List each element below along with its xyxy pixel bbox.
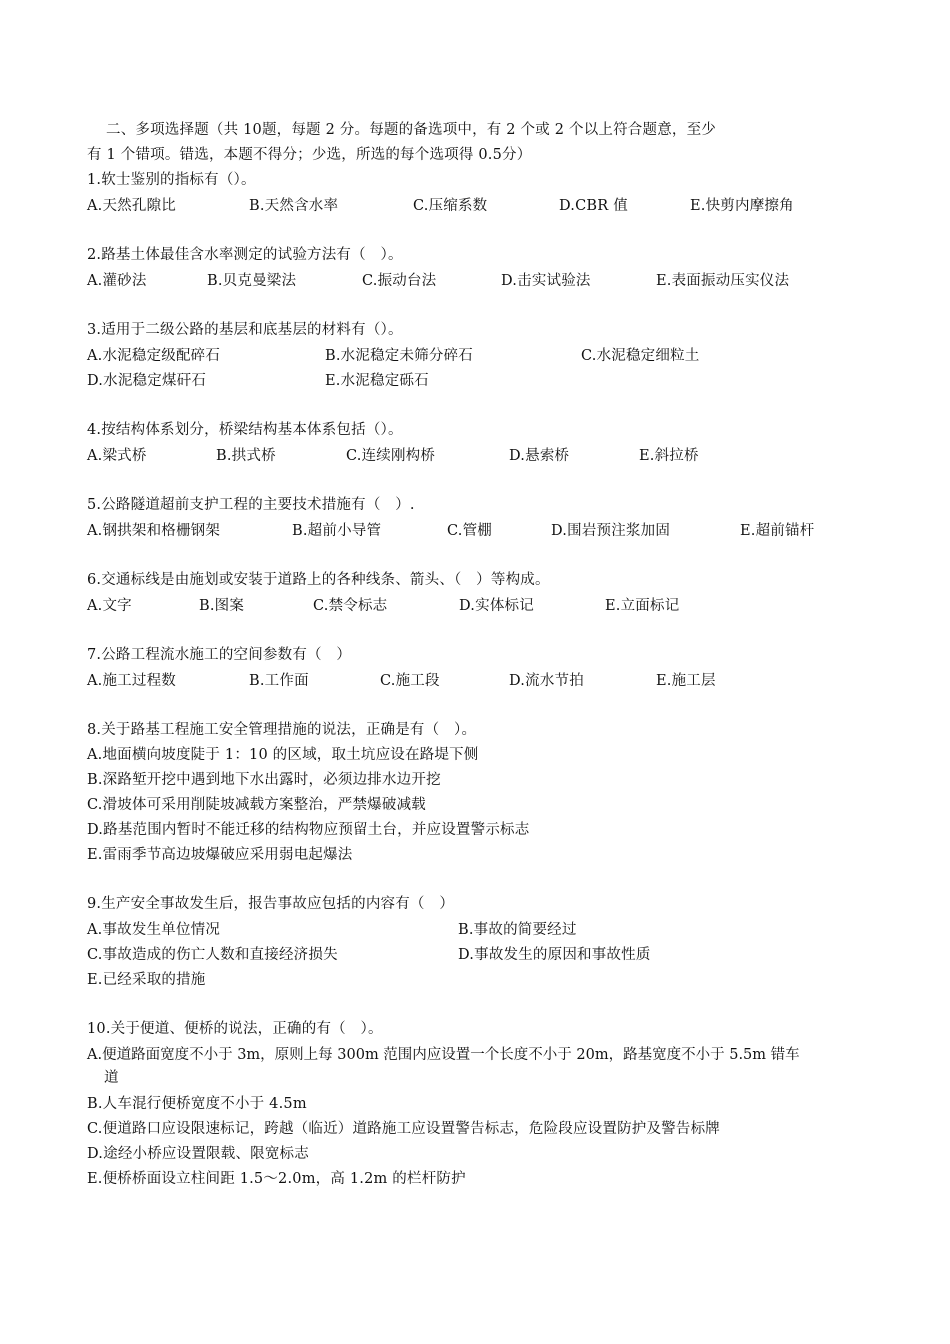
question-5-option-b: B.超前小导管 (292, 523, 382, 539)
question-6-option-c: C.禁令标志 (313, 598, 388, 614)
question-4-stem: 4.按结构体系划分，桥梁结构基本体系包括（）。 (87, 422, 403, 438)
question-8-stem: 8.关于路基工程施工安全管理措施的说法，正确是有（ ）。 (87, 722, 477, 738)
question-6-option-a: A.文字 (87, 598, 132, 614)
section-heading-line-1: 二、多项选择题（共 10题，每题 2 分。每题的备选项中，有 2 个或 2 个以上符合题意，至少 (106, 122, 716, 138)
question-7-option-b: B.工作面 (249, 673, 309, 689)
question-10-option-d: D.途经小桥应设置限载、限宽标志 (87, 1146, 309, 1162)
question-8-option-c: C.滑坡体可采用削陡坡减载方案整治，严禁爆破减载 (87, 797, 426, 813)
question-8-option-d: D.路基范围内暂时不能迁移的结构物应预留土台，并应设置警示标志 (87, 822, 530, 838)
question-3-option-d: D.水泥稳定煤矸石 (87, 373, 207, 389)
question-2-option-b: B.贝克曼梁法 (207, 273, 297, 289)
question-6-stem: 6.交通标线是由施划或安装于道路上的各种线条、箭头、（ ）等构成。 (87, 572, 550, 588)
question-6-option-b: B.图案 (199, 598, 245, 614)
question-5-option-d: D.围岩预注浆加固 (551, 523, 671, 539)
question-2-stem: 2.路基土体最佳含水率测定的试验方法有（ ）。 (87, 247, 403, 263)
question-6-option-d: D.实体标记 (459, 598, 534, 614)
question-7-option-d: D.流水节拍 (509, 673, 584, 689)
question-9-option-b: B.事故的简要经过 (458, 922, 577, 938)
question-10-option-a-continuation: 道 (104, 1070, 119, 1086)
question-5-option-a: A.钢拱架和格栅钢架 (87, 523, 221, 539)
question-9-option-c: C.事故造成的伤亡人数和直接经济损失 (87, 947, 338, 963)
question-9-option-e: E.已经采取的措施 (87, 972, 206, 988)
question-6-option-e: E.立面标记 (605, 598, 680, 614)
question-10-option-b: B.人车混行便桥宽度不小于 4.5m (87, 1096, 307, 1112)
question-3-option-a: A.水泥稳定级配碎石 (87, 348, 221, 364)
question-4-option-d: D.悬索桥 (509, 448, 570, 464)
question-4-option-c: C.连续刚构桥 (346, 448, 436, 464)
question-2-option-a: A.灌砂法 (87, 273, 147, 289)
question-3-option-e: E.水泥稳定砾石 (325, 373, 429, 389)
question-10-option-a: A.便道路面宽度不小于 3m，原则上每 300m 范围内应设置一个长度不小于 20m，路基宽度不小于 5.5m 错车 (87, 1047, 800, 1063)
question-3-stem: 3.适用于二级公路的基层和底基层的材料有（）。 (87, 322, 403, 338)
question-10-option-c: C.便道路口应设限速标记，跨越（临近）道路施工应设置警告标志，危险段应设置防护及警告标牌 (87, 1121, 720, 1137)
question-7-option-a: A.施工过程数 (87, 673, 176, 689)
question-4-option-a: A.梁式桥 (87, 448, 147, 464)
question-7-option-c: C.施工段 (380, 673, 440, 689)
question-3-option-b: B.水泥稳定未筛分碎石 (325, 348, 473, 364)
question-3-option-c: C.水泥稳定细粒土 (581, 348, 700, 364)
question-5-stem: 5.公路隧道超前支护工程的主要技术措施有（ ）. (87, 497, 415, 513)
question-10-stem: 10.关于便道、便桥的说法，正确的有（ ）。 (87, 1021, 383, 1037)
question-8-option-e: E.雷雨季节高边坡爆破应采用弱电起爆法 (87, 847, 353, 863)
question-2-option-e: E.表面振动压实仪法 (656, 273, 790, 289)
question-9-option-d: D.事故发生的原因和事故性质 (458, 947, 651, 963)
question-7-stem: 7.公路工程流水施工的空间参数有（ ） (87, 647, 352, 663)
question-7-option-e: E.施工层 (656, 673, 716, 689)
question-5-option-c: C.管棚 (447, 523, 492, 539)
question-1-option-e: E.快剪内摩擦角 (690, 198, 794, 214)
question-2-option-c: C.振动台法 (362, 273, 437, 289)
question-4-option-b: B.拱式桥 (216, 448, 276, 464)
question-1-option-a: A.天然孔隙比 (87, 198, 176, 214)
question-5-option-e: E.超前锚杆 (740, 523, 815, 539)
question-8-option-b: B.深路堑开挖中遇到地下水出露时，必须边排水边开挖 (87, 772, 441, 788)
question-9-stem: 9.生产安全事故发生后，报告事故应包括的内容有（ ） (87, 896, 455, 912)
question-10-option-e: E.便桥桥面设立柱间距 1.5～2.0m，高 1.2m 的栏杆防护 (87, 1171, 466, 1187)
section-heading-line-2: 有 1 个错项。错选，本题不得分；少选，所选的每个选项得 0.5分） (87, 147, 532, 163)
question-1-stem: 1.软士鉴别的指标有（）。 (87, 172, 256, 188)
question-1-option-b: B.天然含水率 (249, 198, 339, 214)
question-2-option-d: D.击实试验法 (501, 273, 591, 289)
question-8-option-a: A.地面横向坡度陡于 1：10 的区域，取土坑应设在路堤下侧 (87, 747, 479, 763)
question-1-option-c: C.压缩系数 (413, 198, 488, 214)
question-9-option-a: A.事故发生单位情况 (87, 922, 221, 938)
question-4-option-e: E.斜拉桥 (639, 448, 699, 464)
question-1-option-d: D.CBR 值 (559, 198, 628, 214)
